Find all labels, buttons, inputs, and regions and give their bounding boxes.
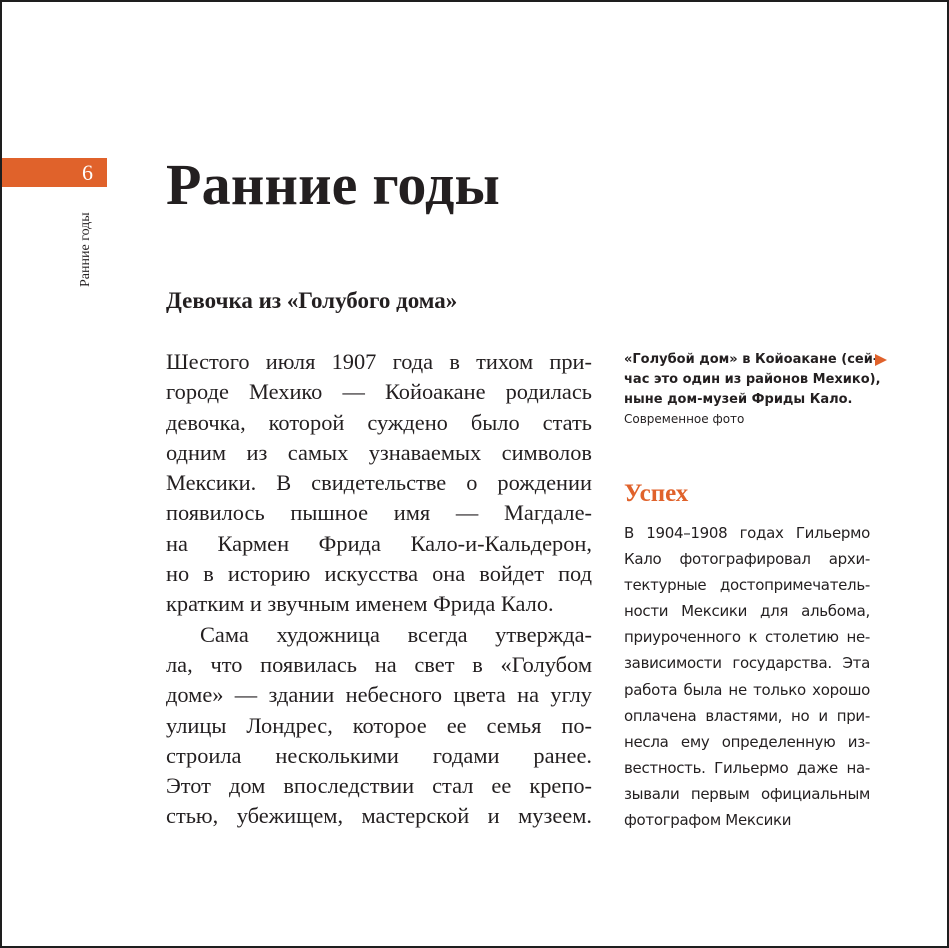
body-line: одним из самых узнаваемых символов	[166, 439, 592, 465]
photo-credit: Современное фото	[624, 412, 745, 426]
chapter-title: Ранние годы	[166, 152, 500, 217]
sidebar-line: фотографом Мексики	[624, 811, 792, 830]
sidebar-line: зависимости государства. Эта	[624, 654, 870, 673]
body-line: на Кармен Фрида Кало-и-Кальдерон,	[166, 530, 592, 556]
sidebar-line: работа была не только хорошо	[624, 680, 870, 699]
sidebar-text	[624, 520, 870, 833]
body-line: доме» — здании небесного цвета на углу	[166, 682, 592, 708]
caption-line: «Голубой дом» в Койоакане (сей-	[624, 352, 879, 367]
page-number: 6	[82, 160, 93, 185]
running-head: Ранние годы	[78, 212, 93, 287]
section-title: Девочка из «Голубого дома»	[166, 288, 458, 313]
sidebar-line: Кало фотографировал архи-	[624, 550, 870, 569]
body-line: Шестого июля 1907 года в тихом при-	[166, 349, 592, 374]
sidebar-title: Успех	[624, 480, 689, 507]
page-number-tab	[2, 158, 107, 187]
body-line: девочка, которой суждено было стать	[166, 409, 592, 435]
body-line: кратким и звучным именем Фрида Кало.	[166, 591, 554, 617]
body-line: стью, убежищем, мастерской и музеем.	[166, 803, 592, 829]
sidebar-line: оплачена властями, но и при-	[624, 706, 870, 725]
body-line: ла, что появилась на свет в «Голубом	[166, 651, 592, 677]
body-line: строила несколькими годами ранее.	[166, 742, 592, 768]
body-line: появилось пышное имя — Магдале-	[166, 500, 592, 526]
body-line: городе Мехико — Койоакане родилась	[166, 379, 592, 405]
sidebar-line: тектурные достопримечатель-	[624, 576, 870, 595]
main-body-text	[166, 347, 592, 832]
sidebar-line: несла ему определенную из-	[624, 732, 870, 751]
body-line: но в историю искусства она войдет под	[166, 561, 592, 587]
photo-caption	[624, 350, 881, 428]
sidebar-line: приуроченного к столетию не-	[624, 628, 870, 647]
body-line: Мексики. В свидетельстве о рождении	[166, 470, 592, 496]
sidebar-line: ности Мексики для альбома,	[624, 602, 870, 621]
caption-line: час это один из районов Мехико),	[624, 372, 881, 387]
body-line: улицы Лондрес, которое ее семья по-	[166, 712, 592, 738]
sidebar-line: вестность. Гильермо даже на-	[624, 758, 870, 777]
body-line: Сама художница всегда утвержда-	[200, 621, 592, 647]
caption-pointer-icon	[875, 354, 887, 366]
body-line: Этот дом впоследствии стал ее крепо-	[166, 773, 592, 799]
caption-line: ныне дом-музей Фриды Кало.	[624, 392, 853, 407]
sidebar-line: В 1904–1908 годах Гильермо	[624, 524, 870, 542]
sidebar-line: зывали первым официальным	[624, 784, 870, 803]
